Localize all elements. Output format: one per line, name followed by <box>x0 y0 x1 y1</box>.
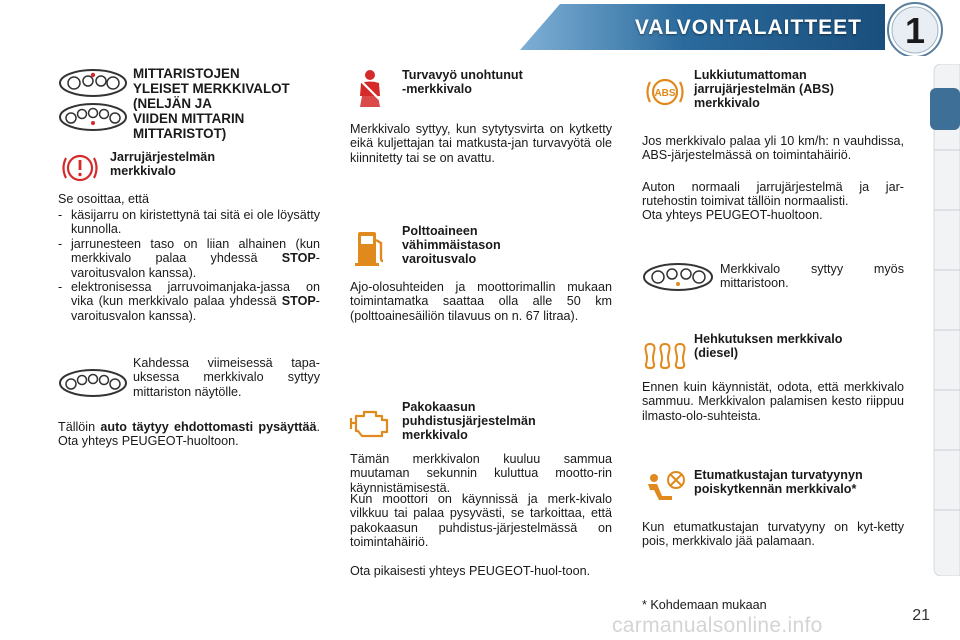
title-line-1: MITTARISTOJEN <box>133 66 240 81</box>
glow-plug-icon <box>642 338 688 372</box>
chapter-tabs <box>928 64 960 576</box>
abs-paragraph-1: Jos merkkivalo palaa yli 10 km/h: n vauhdissa, ABS-järjestelmässä on toimintahäiriö. <box>642 134 904 163</box>
title-line-4: VIIDEN MITTARIN <box>133 111 245 126</box>
fuel-heading <box>402 224 592 266</box>
cluster-display-icon <box>58 368 128 398</box>
exhaust-paragraph-1: Tämän merkkivalon kuuluu sammua muutaman sekunnin kuluttua mootto-rin käynnistämisestä. <box>350 452 612 495</box>
chapter-title: VALVONTALAITTEET <box>634 16 862 39</box>
brake-cause-text <box>71 280 320 323</box>
fuel-pump-icon <box>352 226 388 270</box>
glow-heading <box>694 332 894 360</box>
engine-emission-icon <box>348 404 394 444</box>
brake-cause-list <box>58 208 320 323</box>
abs-warning-icon <box>642 74 688 110</box>
exhaust-heading-line-3: merkkivalo <box>402 428 468 442</box>
brake-cause-text: käsijarru on kiristettynä tai sitä ei ole löysätty kunnolla. <box>71 208 320 237</box>
seatbelt-heading <box>402 68 592 96</box>
exhaust-heading-line-1: Pakokaasun <box>402 400 476 414</box>
airbag-heading-line-1: Etumatkustajan turvatyynyn <box>694 468 863 482</box>
abs-paragraph-2: Auton normaali jarrujärjestelmä ja jar-rutehostin toimivat tällöin normaalisti. <box>642 180 904 209</box>
stop-instruction-pre: Tällöin <box>58 420 101 434</box>
fuel-heading-line-3: varoitusvalo <box>402 252 477 266</box>
airbag-off-icon <box>642 468 688 508</box>
list-dash: - <box>58 208 63 222</box>
exhaust-heading <box>402 400 602 442</box>
abs-icon-label: ABS <box>654 88 676 99</box>
seatbelt-heading-line-2: -merkkivalo <box>402 82 473 96</box>
brake-cause-pre: elektronisessa jarruvoimanjaka-jassa on vika (kun merkkivalo palaa yhdessä <box>71 280 320 309</box>
airbag-heading-line-2: poiskytkennän merkkivalo* <box>694 482 857 496</box>
fuel-heading-line-2: vähimmäistason <box>402 238 501 252</box>
watermark: carmanualsonline.info <box>612 614 823 637</box>
abs-cluster-note: Merkkivalo syttyy myös mittaristoon. <box>720 262 904 291</box>
brake-cause-item <box>58 280 320 323</box>
list-dash: - <box>58 280 63 295</box>
exhaust-paragraph-2: Kun moottori on käynnissä ja merk-kivalo vilkkuu tai palaa pysyvästi, se tarkoittaa, että pakokaasun puhdistus-järjestelmässä on toimintahäiriö. <box>350 492 612 550</box>
glow-heading-line-2: (diesel) <box>694 346 739 360</box>
brake-stop-instruction <box>58 420 320 449</box>
exhaust-paragraph-3: Ota pikaisesti yhteys PEUGEOT-huol-toon. <box>350 564 591 578</box>
airbag-text: Kun etumatkustajan turvatyyny on kyt-ketty pois, merkkivalo jää palamaan. <box>642 520 904 549</box>
glow-text: Ennen kuin käynnistät, odota, että merkkivalo sammuu. Merkkivalon palamisen kesto riippuu ilmasto-olo-suhteista. <box>642 380 904 423</box>
footnote: * Kohdemaan mukaan <box>642 598 767 612</box>
exhaust-heading-line-2: puhdistusjärjestelmän <box>402 414 536 428</box>
stop-instruction-bold: auto täytyy ehdottomasti pysäyttää <box>100 420 317 434</box>
cluster-icon-four-dial <box>58 68 128 98</box>
abs-paragraph-3: Ota yhteys PEUGEOT-huoltoon. <box>642 208 823 222</box>
abs-heading <box>694 68 894 110</box>
brake-warning-icon <box>60 150 100 186</box>
title-line-3: (NELJÄN JA <box>133 96 212 111</box>
page-number: 21 <box>912 607 930 624</box>
brake-cause-item <box>58 208 320 237</box>
title-line-5: MITTARISTOT) <box>133 126 227 141</box>
fuel-text: Ajo-olosuhteiden ja moottorimallin mukaan toimintamatka saattaa olla alle 50 km (polttoainesäiliön tilavuus on n. 67 litraa). <box>350 280 612 323</box>
cluster-icon-five-dial <box>58 102 128 132</box>
airbag-heading <box>694 468 910 496</box>
abs-heading-line-2: jarrujärjestelmän (ABS) <box>694 82 834 96</box>
seatbelt-heading-line-1: Turvavyö unohtunut <box>402 68 523 82</box>
brake-heading-line-1: Jarrujärjestelmän <box>110 150 216 164</box>
glow-heading-line-1: Hehkutuksen merkkivalo <box>694 332 843 346</box>
seatbelt-icon <box>350 68 390 110</box>
chapter-tabs-graphic <box>928 64 960 576</box>
stop-label: STOP <box>281 251 316 266</box>
abs-heading-line-1: Lukkiutumattoman <box>694 68 807 82</box>
stop-instruction-post: . Ota yhteys PEUGEOT-huoltoon. <box>58 420 320 449</box>
brake-cause-item <box>58 237 320 280</box>
brake-cause-post: -varoitusvalon kanssa). <box>71 294 320 323</box>
brake-cause-pre: jarrunesteen taso on liian alhainen (kun merkkivalo palaa yhdessä <box>71 236 320 266</box>
brake-heading-line-2: merkkivalo <box>110 164 176 178</box>
list-dash: - <box>58 236 63 251</box>
brake-cause-text <box>71 237 320 280</box>
seatbelt-text: Merkkivalo syttyy, kun sytytysvirta on kytketty eikä kuljettajan tai matkusta-jan turvavyötä ole kiinnitetty tai se on avattu. <box>350 122 612 165</box>
brake-intro: Se osoittaa, että <box>58 192 150 206</box>
stop-label: STOP <box>281 294 316 309</box>
title-line-2: YLEISET MERKKIVALOT <box>133 81 290 96</box>
abs-heading-line-3: merkkivalo <box>694 96 760 110</box>
brake-cause-post: -varoitusvalon kanssa). <box>71 251 320 280</box>
brake-heading <box>110 150 280 178</box>
abs-cluster-icon <box>642 262 714 292</box>
general-warning-lights-title <box>133 66 328 141</box>
brake-cluster-note: Kahdessa viimeisessä tapa-uksessa merkkivalo syttyy mittariston näytölle. <box>133 356 320 399</box>
chapter-number: 1 <box>904 10 926 51</box>
fuel-heading-line-1: Polttoaineen <box>402 224 478 238</box>
